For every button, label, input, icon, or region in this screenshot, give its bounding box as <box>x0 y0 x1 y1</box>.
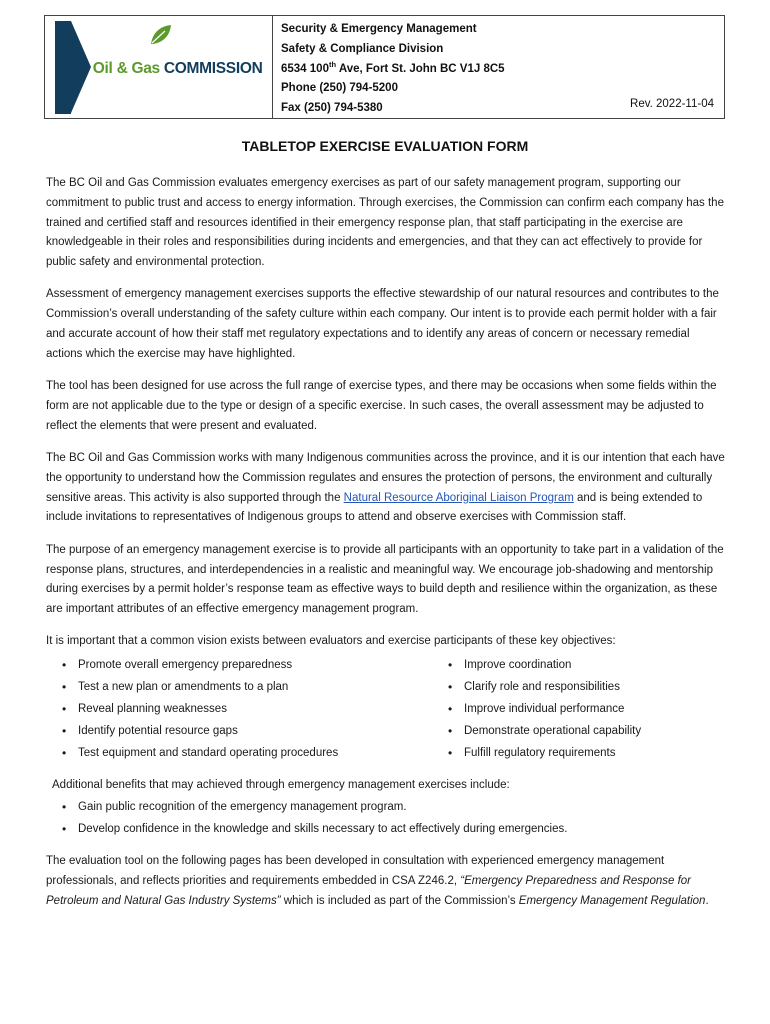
list-item: • Promote overall emergency preparedness <box>62 654 448 676</box>
fax-line: Fax (250) 794-5380 <box>281 102 383 115</box>
list-item: • Test a new plan or amendments to a plan <box>62 676 448 698</box>
list-item: • Clarify role and responsibilities <box>448 676 641 698</box>
department-line: Security & Emergency Management <box>281 23 477 35</box>
final-text: The evaluation tool on the following pages has been developed in consultation with experienced emergency management professionals, and reflects priorities and requirements embedded in CSA Z246.2, <box>46 855 665 887</box>
final-text-mid: which is included as part of the Commission’s <box>280 894 519 907</box>
paragraph-indigenous <box>46 449 726 528</box>
regulation-title: Emergency Management Regulation <box>518 894 706 907</box>
final-text-end: . <box>705 894 709 907</box>
leaf-icon <box>147 22 173 48</box>
list-item: • Test equipment and standard operating procedures <box>62 742 448 764</box>
address-number: 6534 100 <box>281 62 329 75</box>
revision-date: Rev. 2022-11-04 <box>630 98 714 111</box>
logo-wordmark <box>67 60 263 78</box>
page-title: TABLETOP EXERCISE EVALUATION FORM <box>241 138 529 154</box>
paragraph-purpose: The purpose of an emergency management exercise is to provide all participants with an opportunity to take part in a validation of the response plans, structures, and interdependencies in a realistic and meaningful way. We encourage job-shadowing and mentorship during exercises by a permit holder’s response team as effective ways to build depth and resilience within the organization, as these are important attributes of an effective emergency management program. <box>46 543 724 616</box>
objectives-intro: It is important that a common vision exists between evaluators and exercise participants of these key objectives: <box>46 635 616 648</box>
list-item: • Improve individual performance <box>448 698 641 720</box>
benefits-intro: Additional benefits that may achieved through emergency management exercises include: <box>52 779 510 792</box>
list-item: • Reveal planning weaknesses <box>62 698 448 720</box>
address-line <box>281 60 724 80</box>
division-line: Safety & Compliance Division <box>281 42 444 55</box>
objectives-left-column <box>46 654 448 764</box>
csa-standard-title: “Emergency Preparedness and Response for Petroleum and Natural Gas Industry Systems” <box>46 874 691 907</box>
list-item: • Fulfill regulatory requirements <box>448 742 641 764</box>
paragraph-indigenous-text: The BC Oil and Gas Commission works with many Indigenous communities across the province, and it is our intention that each have the opportunity to understand how the Commission regulates and ensures the protection of persons, the environment and culturally sensitive areas. This activity is also supported through the <box>46 452 725 504</box>
logo-commission: COMMISSION <box>163 60 263 77</box>
header-box <box>44 15 725 119</box>
list-item: • Demonstrate operational capability <box>448 720 641 742</box>
paragraph-intro: The BC Oil and Gas Commission evaluates emergency exercises as part of our safety management program, supporting our commitment to public trust and access to energy information. Through exercises, the Commission can confirm each company has the trained and certified staff and resources identified in their emergency response plan, that staff participating in the exercise are knowledgeable in their roles and responsibilities during incidents and emergencies, and that they can act effectively to provide for public safety and environmental protection. <box>46 177 724 269</box>
logo <box>45 16 273 118</box>
paragraph-evaluation-tool <box>46 852 726 911</box>
logo-bc: BC <box>67 60 89 77</box>
benefits-list <box>46 796 726 840</box>
objectives-right-column <box>448 654 641 764</box>
paragraph-indigenous-text-end: and is being extended to include invitations to representatives of Indigenous groups to attend and observe exercises with Commission staff. <box>46 491 703 524</box>
list-item: • Develop confidence in the knowledge and skills necessary to act effectively during emergencies. <box>62 818 726 840</box>
body-content <box>46 174 726 924</box>
aboriginal-liaison-link[interactable]: Natural Resource Aboriginal Liaison Program <box>343 491 574 504</box>
list-item: • Improve coordination <box>448 654 641 676</box>
phone-line: Phone (250) 794-5200 <box>281 82 398 95</box>
list-item: • Gain public recognition of the emergency management program. <box>62 796 726 818</box>
objectives-list <box>46 654 726 764</box>
paragraph-tool: The tool has been designed for use across the full range of exercise types, and there may be occasions when some fields within the form are not applicable due to the type or design of a specific exercise. In such cases, the overall assessment may be adjusted to reflect the elements that were present and evaluated. <box>46 380 717 432</box>
list-item: • Identify potential resource gaps <box>62 720 448 742</box>
paragraph-assessment: Assessment of emergency management exercises supports the effective stewardship of our natural resources and contributes to the Commission’s overall understanding of the safety culture within each company. Our intent is to provide each permit holder with a fair and accurate account of how their staff met regulatory expectations and to identify any areas of concern or necessary remedial actions which the exercise may have highlighted. <box>46 288 719 360</box>
logo-oil-gas: Oil & Gas <box>92 60 160 77</box>
address-street: Ave, Fort St. John BC V1J 8C5 <box>336 62 505 75</box>
address-suffix: th <box>328 59 337 69</box>
contact-info <box>273 16 724 118</box>
